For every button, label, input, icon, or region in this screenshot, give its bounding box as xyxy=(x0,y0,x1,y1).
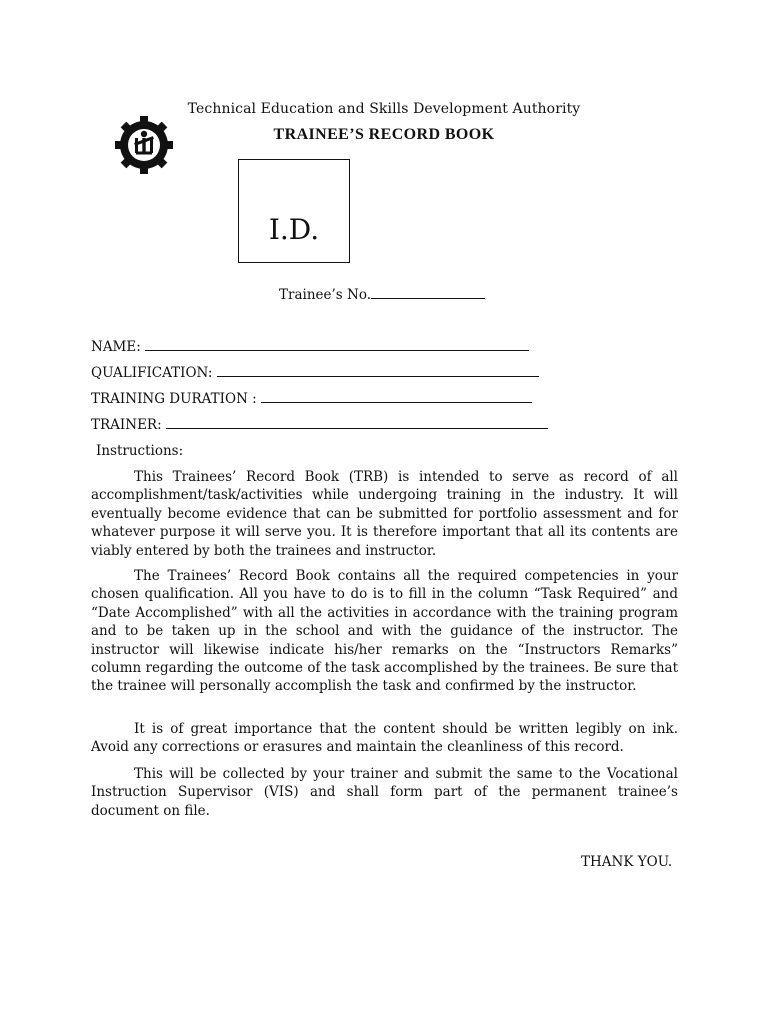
instructions-paragraph: It is of great importance that the content should be written legibly on ink. Avoid any corrections or erasures and maintain the cleanliness of this record. xyxy=(91,721,678,756)
name-line[interactable] xyxy=(145,339,529,351)
trainer-label: TRAINER: xyxy=(91,417,162,433)
name-label: NAME: xyxy=(91,339,141,355)
instructions-paragraph: This will be collected by your trainer and submit the same to the Vocational Instruction Supervisor (VIS) and shall form part of the permanent trainee’s document on file. xyxy=(91,766,678,819)
trainee-number-field xyxy=(279,287,485,303)
trainer-field xyxy=(91,417,548,433)
id-photo-box xyxy=(238,159,350,263)
agency-name: Technical Education and Skills Development Authority xyxy=(187,101,581,117)
instructions-paragraph: The Trainees’ Record Book contains all the required competencies in your chosen qualification. All you have to do is to fill in the column “Task Required” and “Date Accomplished” with all the activities in accordance with the training program and to be taken up in the school and with the guidance of the instructor. The instructor will likewise indicate his/her remarks on the “Instructors Remarks” column regarding the outcome of the task accomplished by the trainees. Be sure that the trainee will personally accomplish the task and confirmed by the instructor. xyxy=(91,568,678,695)
tesda-gear-logo-icon xyxy=(113,114,175,176)
qualification-field xyxy=(91,365,539,381)
qualification-label: QUALIFICATION: xyxy=(91,365,213,381)
training-duration-line[interactable] xyxy=(261,391,532,403)
page-title: TRAINEE’S RECORD BOOK xyxy=(273,126,495,143)
trainee-number-label: Trainee’s No. xyxy=(279,287,372,303)
qualification-line[interactable] xyxy=(217,365,539,377)
id-photo-label: I.D. xyxy=(268,213,320,246)
training-duration-label: TRAINING DURATION : xyxy=(91,391,257,407)
instructions-paragraph: This Trainees’ Record Book (TRB) is intended to serve as record of all accomplishment/task/activities while undergoing training in the industry. It will eventually become evidence that can be submitted for portfolio assessment and for whatever purpose it will serve you. It is therefore important that all its contents are viably entered by both the trainees and instructor. xyxy=(91,469,678,559)
trainee-number-line[interactable] xyxy=(371,287,485,299)
name-field xyxy=(91,339,529,355)
training-duration-field xyxy=(91,391,532,407)
instructions-label: Instructions: xyxy=(96,443,184,459)
trainer-line[interactable] xyxy=(166,417,548,429)
closing-text: THANK YOU. xyxy=(581,854,673,870)
